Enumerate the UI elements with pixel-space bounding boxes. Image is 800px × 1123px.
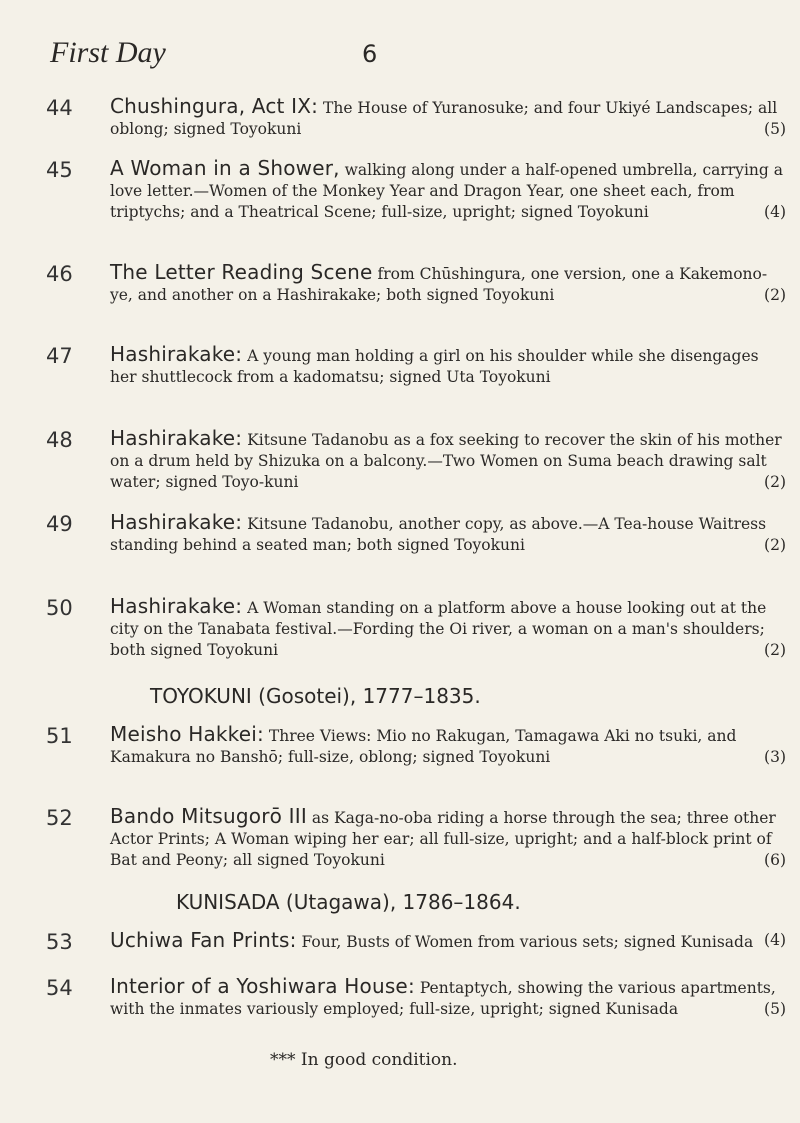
lot-body bbox=[110, 158, 786, 223]
lot-number: 48 bbox=[46, 428, 73, 452]
artist-heading: KUNISADA (Utagawa), 1786–1864. bbox=[176, 890, 521, 914]
lot-title: Hashirakake: bbox=[110, 594, 243, 618]
lot-title: Hashirakake: bbox=[110, 510, 243, 534]
condition-note: *** In good condition. bbox=[270, 1050, 458, 1070]
lot-title: Chushingura, Act IX: bbox=[110, 94, 319, 118]
lot-title: Interior of a Yoshiwara House: bbox=[110, 974, 415, 998]
lot-quantity: (5) bbox=[764, 120, 786, 138]
lot-body bbox=[110, 262, 786, 306]
lot-number: 50 bbox=[46, 596, 73, 620]
lot-quantity: (2) bbox=[764, 641, 786, 659]
lot-title: Meisho Hakkei: bbox=[110, 722, 264, 746]
lot-number: 47 bbox=[46, 344, 73, 368]
lot-number: 49 bbox=[46, 512, 73, 536]
header-day: First Day bbox=[50, 36, 166, 69]
lot-number: 54 bbox=[46, 976, 73, 1000]
lot-body bbox=[110, 930, 786, 953]
lot-body bbox=[110, 428, 786, 493]
lot-quantity: (3) bbox=[764, 748, 786, 766]
lot-description: Three Views: Mio no Rakugan, Tamagawa Aki no tsuki, and Kamakura no Banshō; full-size, oblong; signed Toyokuni bbox=[110, 727, 737, 766]
lot-description: The House of Yuranosuke; and four Ukiyé Landscapes; all oblong; signed Toyokuni bbox=[110, 99, 778, 138]
lot-number: 45 bbox=[46, 158, 73, 182]
lot-number: 51 bbox=[46, 724, 73, 748]
lot-quantity: (6) bbox=[764, 851, 786, 869]
lot-body bbox=[110, 512, 786, 556]
lot-quantity: (4) bbox=[764, 931, 786, 949]
lot-number: 53 bbox=[46, 930, 73, 954]
lot-number: 46 bbox=[46, 262, 73, 286]
lot-description: as Kaga-no-oba riding a horse through the sea; three other Actor Prints; A Woman wiping her ear; all full-size, upright; and a half-block print of Bat and Peony; all signed Toyokuni bbox=[110, 809, 776, 869]
page-number: 6 bbox=[362, 40, 378, 68]
lot-number: 52 bbox=[46, 806, 73, 830]
lot-description: from Chūshingura, one version, one a Kakemono-ye, and another on a Hashirakake; both signed Toyokuni bbox=[110, 265, 768, 304]
lot-body bbox=[110, 596, 786, 661]
lot-description: A Woman standing on a platform above a house looking out at the city on the Tanabata festival.—Fording the Oi river, a woman on a man's shoulders; both signed Toyokuni bbox=[110, 599, 767, 659]
lot-quantity: (5) bbox=[764, 1000, 786, 1018]
lot-title: Hashirakake: bbox=[110, 426, 243, 450]
lot-title: A Woman in a Shower, bbox=[110, 156, 340, 180]
lot-body bbox=[110, 976, 786, 1020]
lot-body bbox=[110, 96, 786, 140]
lot-quantity: (2) bbox=[764, 473, 786, 491]
lot-body bbox=[110, 806, 786, 871]
lot-quantity: (2) bbox=[764, 536, 786, 554]
lot-title: Hashirakake: bbox=[110, 342, 243, 366]
lot-quantity: (2) bbox=[764, 286, 786, 304]
artist-heading: TOYOKUNI (Gosotei), 1777–1835. bbox=[150, 684, 481, 708]
lot-title: Bando Mitsugorō III bbox=[110, 804, 307, 828]
lot-description: Pentaptych, showing the various apartments, with the inmates variously employed; full-size, upright; signed Kunisada bbox=[110, 979, 776, 1018]
lot-number: 44 bbox=[46, 96, 73, 120]
lot-quantity: (4) bbox=[764, 203, 786, 221]
lot-title: Uchiwa Fan Prints: bbox=[110, 928, 297, 952]
lot-description: walking along under a half-opened umbrella, carrying a love letter.—Women of the Monkey Year and Dragon Year, one sheet each, from triptychs; and a Theatrical Scene; full-size, upright; signed Toyokuni bbox=[110, 161, 783, 221]
lot-description: Four, Busts of Women from various sets; signed Kunisada bbox=[301, 933, 754, 951]
lot-body bbox=[110, 724, 786, 768]
lot-body bbox=[110, 344, 786, 388]
lot-description: Kitsune Tadanobu, another copy, as above.—A Tea-house Waitress standing behind a seated man; both signed Toyokuni bbox=[110, 515, 767, 554]
lot-description: Kitsune Tadanobu as a fox seeking to recover the skin of his mother on a drum held by Shizuka on a balcony.—Two Women on Suma beach drawing salt water; signed Toyo-kuni bbox=[110, 431, 782, 491]
lot-title: The Letter Reading Scene bbox=[110, 260, 373, 284]
lot-description: A young man holding a girl on his shoulder while she disengages her shuttlecock from a kadomatsu; signed Uta Toyokuni bbox=[110, 347, 759, 386]
